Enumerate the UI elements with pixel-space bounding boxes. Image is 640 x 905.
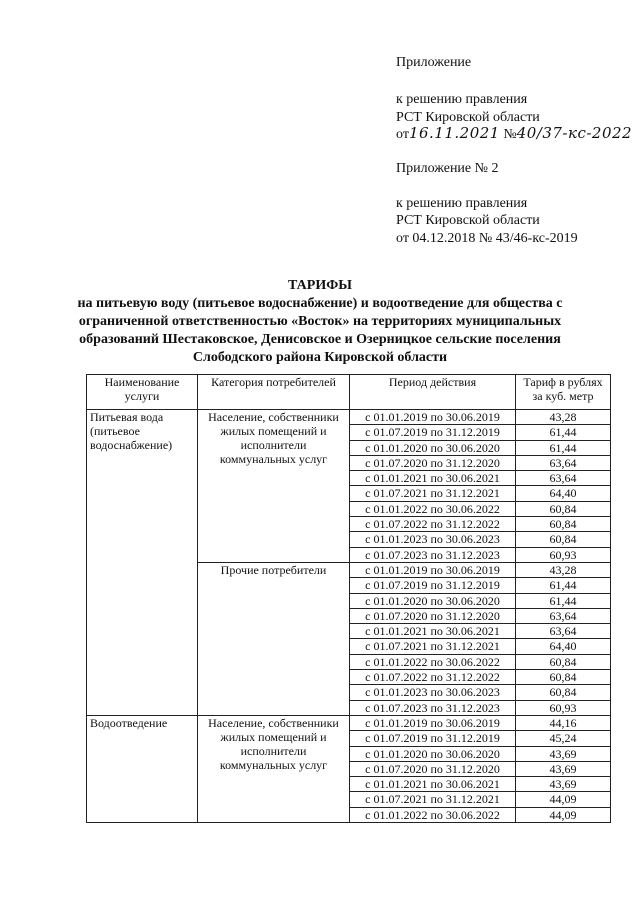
tariff-cell: 63,64 bbox=[516, 624, 611, 639]
header-category: Категория потребителей bbox=[198, 375, 350, 410]
period-cell: с 01.07.2021 по 31.12.2021 bbox=[350, 792, 516, 807]
period-cell: с 01.01.2019 по 30.06.2019 bbox=[350, 715, 516, 730]
tariff-cell: 60,93 bbox=[516, 547, 611, 562]
handwritten-date: 16.11.2021 bbox=[408, 124, 500, 142]
table-row bbox=[87, 715, 611, 730]
tariff-cell: 43,69 bbox=[516, 777, 611, 792]
service-name-cell: Водоотведение bbox=[87, 715, 198, 822]
date-prefix: от bbox=[396, 127, 409, 142]
tariff-cell: 44,09 bbox=[516, 807, 611, 822]
authority-line: РСТ Кировской области bbox=[396, 110, 540, 125]
category-cell: Население, собственники жилых помещений и исполнители коммунальных услуг bbox=[198, 410, 350, 563]
period-cell: с 01.07.2019 по 31.12.2019 bbox=[350, 731, 516, 746]
period-cell: с 01.01.2021 по 30.06.2021 bbox=[350, 471, 516, 486]
tariff-cell: 43,28 bbox=[516, 410, 611, 425]
authority-line-2: РСТ Кировской области bbox=[396, 213, 540, 228]
category-cell: Прочие потребители bbox=[198, 562, 350, 715]
period-cell: с 01.01.2023 по 30.06.2023 bbox=[350, 532, 516, 547]
period-cell: с 01.07.2023 по 31.12.2023 bbox=[350, 700, 516, 715]
tariff-cell: 61,44 bbox=[516, 593, 611, 608]
header-service: Наименование услуги bbox=[87, 375, 198, 410]
period-cell: с 01.07.2021 по 31.12.2021 bbox=[350, 639, 516, 654]
period-cell: с 01.01.2023 по 30.06.2023 bbox=[350, 685, 516, 700]
tariff-cell: 60,84 bbox=[516, 532, 611, 547]
title-line-1: на питьевую воду (питьевое водоснабжение) и водоотведение для общества с bbox=[77, 296, 563, 311]
tariff-cell: 63,64 bbox=[516, 608, 611, 623]
tariff-cell: 64,40 bbox=[516, 486, 611, 501]
tariff-cell: 60,84 bbox=[516, 685, 611, 700]
tariff-cell: 63,64 bbox=[516, 471, 611, 486]
tariff-cell: 63,64 bbox=[516, 455, 611, 470]
service-name-cell: Питьевая вода (питьевое водоснабжение) bbox=[87, 410, 198, 716]
appendix-title: Приложение bbox=[396, 55, 472, 70]
appendix-2-title: Приложение № 2 bbox=[396, 161, 499, 176]
title-heading: ТАРИФЫ bbox=[288, 278, 352, 293]
header-tariff: Тариф в рублях за куб. метр bbox=[516, 375, 611, 410]
tariff-cell: 44,09 bbox=[516, 792, 611, 807]
period-cell: с 01.01.2022 по 30.06.2022 bbox=[350, 807, 516, 822]
decision-line-2: к решению правления bbox=[396, 196, 528, 211]
period-cell: с 01.07.2021 по 31.12.2021 bbox=[350, 486, 516, 501]
tariff-cell: 60,84 bbox=[516, 670, 611, 685]
decision-date-line bbox=[396, 124, 632, 144]
tariff-cell: 43,28 bbox=[516, 562, 611, 577]
decision-ref-line: от 04.12.2018 № 43/46-кс-2019 bbox=[396, 231, 578, 246]
handwritten-number: 40/37-кс-2022 bbox=[516, 124, 633, 142]
period-cell: с 01.01.2019 по 30.06.2019 bbox=[350, 410, 516, 425]
period-cell: с 01.07.2020 по 31.12.2020 bbox=[350, 455, 516, 470]
tariff-cell: 61,44 bbox=[516, 440, 611, 455]
decision-line: к решению правления bbox=[396, 92, 528, 107]
header-period: Период действия bbox=[350, 375, 516, 410]
title-line-4: Слободского района Кировской области bbox=[192, 350, 448, 365]
tariff-cell: 60,84 bbox=[516, 501, 611, 516]
period-cell: с 01.07.2023 по 31.12.2023 bbox=[350, 547, 516, 562]
number-sign: № bbox=[503, 127, 517, 142]
period-cell: с 01.01.2020 по 30.06.2020 bbox=[350, 746, 516, 761]
period-cell: с 01.07.2022 по 31.12.2022 bbox=[350, 517, 516, 532]
title-line-2: ограниченной ответственностью «Восток» на территориях муниципальных bbox=[78, 314, 562, 329]
period-cell: с 01.07.2022 по 31.12.2022 bbox=[350, 670, 516, 685]
period-cell: с 01.07.2019 по 31.12.2019 bbox=[350, 425, 516, 440]
tariff-cell: 61,44 bbox=[516, 425, 611, 440]
tariff-cell: 44,16 bbox=[516, 715, 611, 730]
period-cell: с 01.07.2020 по 31.12.2020 bbox=[350, 608, 516, 623]
tariff-cell: 64,40 bbox=[516, 639, 611, 654]
tariff-cell: 61,44 bbox=[516, 578, 611, 593]
tariff-cell: 43,69 bbox=[516, 746, 611, 761]
tariff-cell: 60,84 bbox=[516, 517, 611, 532]
period-cell: с 01.07.2020 по 31.12.2020 bbox=[350, 761, 516, 776]
table-body bbox=[87, 410, 611, 823]
period-cell: с 01.01.2022 по 30.06.2022 bbox=[350, 654, 516, 669]
period-cell: с 01.01.2019 по 30.06.2019 bbox=[350, 562, 516, 577]
period-cell: с 01.01.2022 по 30.06.2022 bbox=[350, 501, 516, 516]
period-cell: с 01.01.2020 по 30.06.2020 bbox=[350, 440, 516, 455]
table-header-row bbox=[87, 375, 611, 410]
tariff-cell: 45,24 bbox=[516, 731, 611, 746]
period-cell: с 01.01.2021 по 30.06.2021 bbox=[350, 624, 516, 639]
title-line-3: образований Шестаковское, Денисовское и Озерницкое сельские поселения bbox=[79, 332, 561, 347]
tariff-cell: 60,84 bbox=[516, 654, 611, 669]
tariff-table bbox=[86, 374, 611, 823]
tariff-cell: 43,69 bbox=[516, 761, 611, 776]
period-cell: с 01.07.2019 по 31.12.2019 bbox=[350, 578, 516, 593]
tariff-cell: 60,93 bbox=[516, 700, 611, 715]
document-title bbox=[60, 277, 580, 367]
period-cell: с 01.01.2021 по 30.06.2021 bbox=[350, 777, 516, 792]
period-cell: с 01.01.2020 по 30.06.2020 bbox=[350, 593, 516, 608]
category-cell: Население, собственники жилых помещений и исполнители коммунальных услуг bbox=[198, 715, 350, 822]
table-row bbox=[87, 410, 611, 425]
